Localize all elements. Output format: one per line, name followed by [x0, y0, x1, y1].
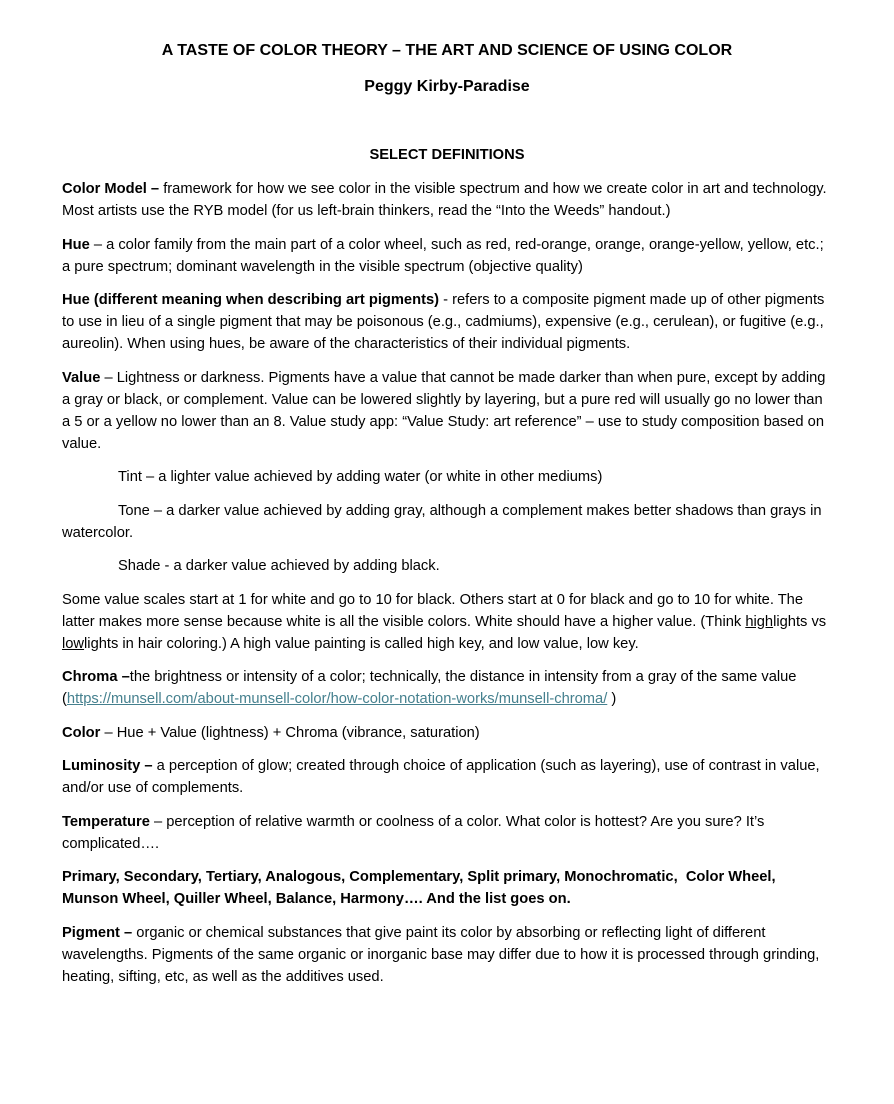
definition-luminosity [62, 755, 832, 799]
definition-chroma [62, 666, 832, 710]
section-heading: SELECT DEFINITIONS [369, 147, 525, 163]
definition-text: – Lightness or darkness. Pigments have a value that cannot be made darker than when pure, except by adding a gray or black, or complement. Value can be lowered slightly by layering, but a pure red will usually go no lower than a 5 or a yellow no lower than an 8. Value study app: “Value Study: art reference” – use to study composition based on value. [62, 369, 830, 452]
term-label: Luminosity – [62, 758, 157, 774]
term-label: Temperature [62, 813, 150, 830]
definition-tint [62, 466, 832, 488]
document-author: Peggy Kirby-Paradise [364, 78, 530, 95]
definitions-list [62, 178, 832, 988]
definition-text: high [745, 613, 774, 630]
definition-text: low [62, 635, 85, 652]
term-label: Hue (different meaning when describing art pigments) [62, 292, 440, 308]
term-label: Primary, Secondary, Tertiary, Analogous, Complementary, Split primary, Monochromatic, Color Wheel, Munson Wheel, Quiller Wheel, Balance, Harmony…. And the list goes on. [62, 869, 780, 907]
definition-text: – Hue + Value (lightness) + Chroma (vibrance, saturation) [100, 724, 480, 741]
definition-text: framework for how we see color in the visible spectrum and how we create color in art and technology. Most artists use the RYB model (for us left-brain thinkers, read the “Into the Weeds” handout.) [62, 181, 831, 219]
document-title: A TASTE OF COLOR THEORY – THE ART AND SCIENCE OF USING COLOR [161, 42, 733, 59]
definition-text: a perception of glow; created through choice of application (such as layering), use of contrast in value, and/or use of complements. [62, 758, 824, 796]
definition-hue-pigments [62, 289, 832, 355]
definition-text: - refers to a composite pigment made up of other pigments to use in lieu of a single pigment that may be poisonous (e.g., cadmiums), expensive (e.g., cerulean), or fugitive (e.g., aureolin). When using hues, be aware of the characteristics of their individual pigments. [62, 292, 829, 352]
definition-hue [62, 234, 832, 278]
definition-value-scales [62, 589, 832, 655]
definition-text: Some value scales start at 1 for white and go to 10 for black. Others start at 0 for black and go to 10 for white. The latter makes more sense because white is all the visible colors. White should have a higher value. (Think [62, 591, 808, 630]
definition-text: – perception of relative warmth or coolness of a color. What color is hottest? Are you sure? It’s complicated…. [62, 813, 769, 852]
definition-text: Tint – a lighter value achieved by adding water (or white in other mediums) [118, 469, 603, 485]
definition-text: Tone – a darker value achieved by adding gray, although a complement makes better shadows than grays in watercolor. [62, 502, 826, 541]
term-label: Color [62, 724, 101, 741]
definition-shade [62, 555, 832, 577]
definition-value [62, 367, 832, 455]
definition-text: lights vs [773, 613, 831, 630]
munsell-chroma-link[interactable]: https://munsell.com/about-munsell-color/how-color-notation-works/munsell-chroma/ [66, 691, 608, 707]
definition-terms-list [62, 866, 832, 910]
term-label: Chroma – [62, 669, 130, 685]
definition-text: ) [607, 691, 617, 707]
definition-text: the brightness or intensity of a color; technically, the distance in intensity from a gray of the same value ( [62, 669, 801, 707]
term-label: Color Model – [62, 181, 164, 197]
definition-tone [62, 500, 832, 544]
definition-text: lights in hair coloring.) A high value painting is called high key, and low value, low key. [84, 635, 639, 652]
definition-text: organic or chemical substances that give paint its color by absorbing or reflecting light of different wavelengths. Pigments of the same organic or inorganic base may differ due to how it is processed through grinding, heating, sifting, etc, as well as the additives used. [62, 924, 824, 985]
definition-text: Shade - a darker value achieved by adding black. [118, 558, 440, 574]
definition-text: – a color family from the main part of a color wheel, such as red, red-orange, orange, orange-yellow, yellow, etc.; a pure spectrum; dominant wavelength in the visible spectrum (objective quality) [62, 236, 828, 275]
term-label: Hue [62, 236, 90, 253]
definition-color-model [62, 178, 832, 222]
definition-temperature [62, 811, 832, 855]
term-label: Pigment – [62, 924, 137, 941]
definition-pigment [62, 922, 832, 988]
definition-color [62, 722, 832, 744]
term-label: Value [62, 369, 101, 386]
